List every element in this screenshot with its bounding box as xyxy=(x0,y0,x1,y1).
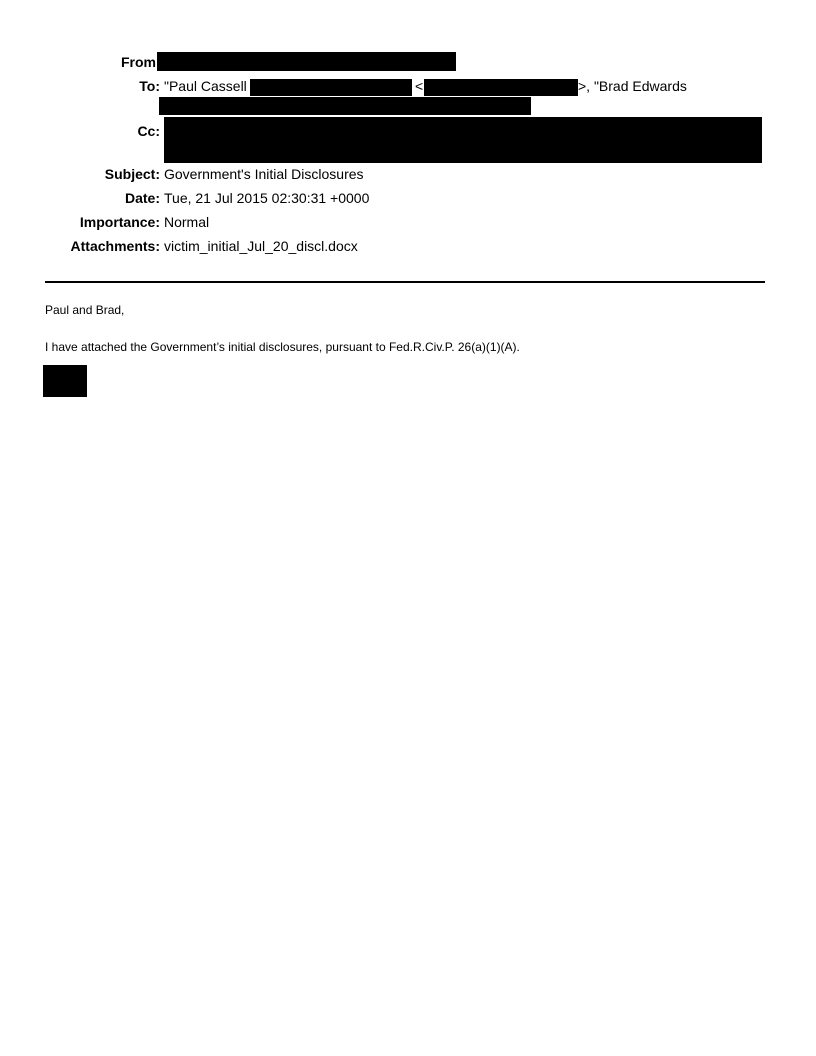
salutation: Paul and Brad, xyxy=(45,303,125,317)
date-value: Tue, 21 Jul 2015 02:30:31 +0000 xyxy=(164,190,370,206)
signature-redaction xyxy=(43,365,87,397)
from-label: From xyxy=(121,54,156,70)
from-redaction xyxy=(157,52,456,71)
to-redaction-3 xyxy=(159,97,531,115)
to-redaction-1 xyxy=(250,79,412,96)
to-value-part3: >, "Brad Edwards xyxy=(578,78,687,94)
attachment-link[interactable]: victim_initial_Jul_20_discl.docx xyxy=(164,238,358,254)
subject-value: Government's Initial Disclosures xyxy=(164,166,364,182)
to-redaction-2 xyxy=(424,79,578,96)
attachments-label: Attachments: xyxy=(70,238,160,254)
importance-label: Importance: xyxy=(79,214,160,230)
date-label: Date: xyxy=(124,190,160,206)
to-value-part1: "Paul Cassell xyxy=(164,78,247,94)
importance-value: Normal xyxy=(164,214,210,230)
subject-label: Subject: xyxy=(104,166,160,182)
header-divider xyxy=(45,281,765,283)
cc-redaction xyxy=(164,117,762,163)
message-text: I have attached the Government’s initial disclosures, pursuant to Fed.R.Civ.P. 26(a)(1)(A). xyxy=(45,340,520,354)
to-value-part2: < xyxy=(415,78,424,94)
to-label: To: xyxy=(139,78,160,94)
cc-label: Cc: xyxy=(137,123,160,139)
